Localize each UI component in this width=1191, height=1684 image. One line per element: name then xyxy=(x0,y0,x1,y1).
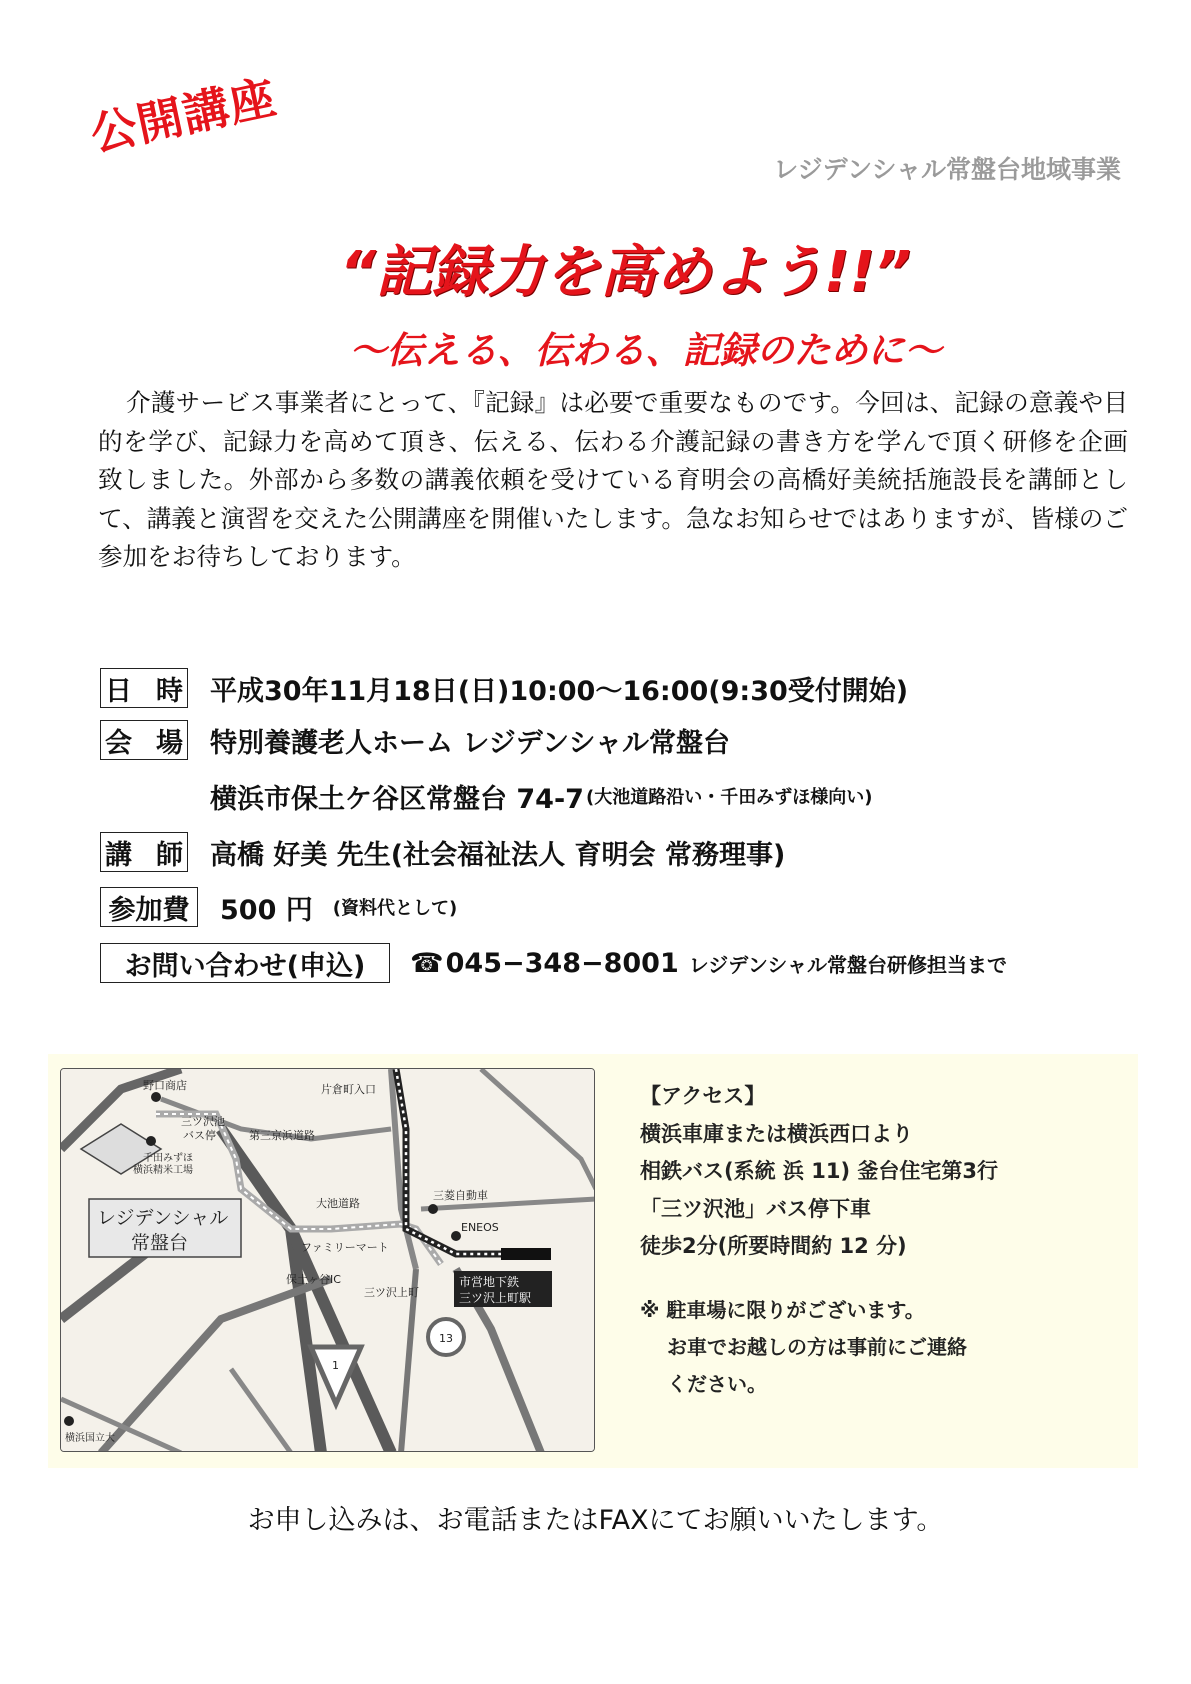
venue-address-note: (大池道路沿い・千田みずほ様向い) xyxy=(585,787,873,808)
access-line: 徒歩2分(所要時間約 12 分) xyxy=(640,1234,907,1258)
venue-value: 特別養護老人ホーム レジデンシャル常盤台 xyxy=(210,727,730,759)
map-label-hodogaya-ic: 保土ヶ谷IC xyxy=(286,1273,341,1286)
datetime-row xyxy=(100,666,908,710)
venue-label-b: 場 xyxy=(156,727,183,759)
venue-row xyxy=(100,718,730,762)
lecturer-label xyxy=(100,832,188,872)
datetime-value: 平成30年11月18日(日)10:00〜16:00(9:30受付開始) xyxy=(210,675,909,707)
map-label-bus-stop-2: バス停 xyxy=(183,1129,216,1142)
page-title: “記録力を高めよう!!” xyxy=(339,240,912,305)
map-label-ynu: 横浜国立大 xyxy=(65,1433,115,1444)
access-line: 相鉄バス(系統 浜 11) 釜台住宅第3行 xyxy=(640,1159,998,1183)
map-label-mitsuzawa-kamicho: 三ツ沢上町 xyxy=(364,1286,419,1299)
access-line: 横浜車庫または横浜西口より xyxy=(640,1121,913,1146)
map-label-subway-2: 三ツ沢上町駅 xyxy=(459,1291,532,1305)
fee-label: 参加費 xyxy=(100,887,198,927)
map-label-senda-1: 千田みずほ xyxy=(143,1153,193,1164)
parking-note-line: ※ 駐車場に限りがございます。 xyxy=(640,1298,925,1322)
access-info xyxy=(640,1078,998,1266)
phone-icon: ☎ xyxy=(410,947,444,979)
access-line: 「三ツ沢池」バス停下車 xyxy=(640,1196,871,1221)
venue-address-row xyxy=(210,774,872,818)
parking-note-line: ください。 xyxy=(640,1372,767,1396)
access-map xyxy=(60,1068,595,1452)
map-label-katakura: 片倉町入口 xyxy=(321,1083,376,1096)
fee-row xyxy=(100,885,457,929)
map-graphic xyxy=(61,1069,595,1452)
map-route-13: 13 xyxy=(439,1332,453,1345)
open-lecture-stamp: 公開講座 xyxy=(85,69,281,162)
intro-paragraph: 介護サービス事業者にとって、『記録』は必要で重要なものです。今回は、記録の意義や目的を学び、記録力を高めて頂き、伝える、伝わる介護記録の書き方を学んで頂く研修を企画致しました。外部から多数の講義依頼を受けている育明会の高橋好美統括施設長を講師として、講義と演習を交えた公開講座を開催いたします。急なお知らせではありますが、皆様のご参加をお待ちしております。 xyxy=(98,388,1128,571)
parking-note-line: お車でお越しの方は事前にご連絡 xyxy=(640,1335,967,1359)
map-route-1: 1 xyxy=(332,1359,339,1372)
lecturer-value: 高橋 好美 先生(社会福祉法人 育明会 常務理事) xyxy=(210,839,786,871)
contact-phone[interactable]: 045−348−8001 xyxy=(445,947,679,979)
venue-address: 横浜市保土ケ谷区常盤台 74-7 xyxy=(210,783,584,815)
page-subtitle: 〜伝える、伝わる、記録のために〜 xyxy=(349,329,942,372)
map-label-familymart: ファミリーマート xyxy=(301,1241,389,1254)
access-heading: 【アクセス】 xyxy=(640,1084,766,1108)
datetime-label-b: 時 xyxy=(156,675,183,707)
map-label-bus-stop-1: 三ツ沢池 xyxy=(181,1115,225,1128)
map-label-senda-2: 横浜精米工場 xyxy=(133,1165,193,1176)
organization-name: レジデンシャル常盤台地域事業 xyxy=(773,155,1121,184)
map-label-eneos: ENEOS xyxy=(461,1221,499,1234)
fee-value: 500 円 xyxy=(220,894,313,926)
contact-note: レジデンシャル常盤台研修担当まで xyxy=(688,952,1007,977)
contact-label: お問い合わせ(申込) xyxy=(100,943,390,983)
lecturer-label-b: 師 xyxy=(156,839,183,871)
map-label-oike: 大池道路 xyxy=(316,1197,360,1210)
datetime-label-a: 日 xyxy=(105,675,132,707)
map-facility-label-2: 常盤台 xyxy=(131,1232,189,1254)
fee-note: (資料代として) xyxy=(332,898,458,919)
map-label-daisan-keihin: 第三京浜道路 xyxy=(249,1129,315,1142)
map-label-mitsubishi: 三菱自動車 xyxy=(433,1189,488,1202)
map-facility-label-1: レジデンシャル xyxy=(97,1207,229,1229)
datetime-label xyxy=(100,668,188,708)
venue-label xyxy=(100,720,188,760)
map-label-noguchi: 野口商店 xyxy=(143,1079,187,1092)
contact-row xyxy=(100,941,1007,985)
footer-note: お申し込みは、お電話またはFAXにてお願いいたします。 xyxy=(247,1505,944,1536)
venue-label-a: 会 xyxy=(105,727,132,759)
map-label-subway-1: 市営地下鉄 xyxy=(459,1275,520,1289)
lecturer-label-a: 講 xyxy=(105,839,132,871)
lecturer-row xyxy=(100,830,785,874)
parking-note xyxy=(640,1292,967,1403)
